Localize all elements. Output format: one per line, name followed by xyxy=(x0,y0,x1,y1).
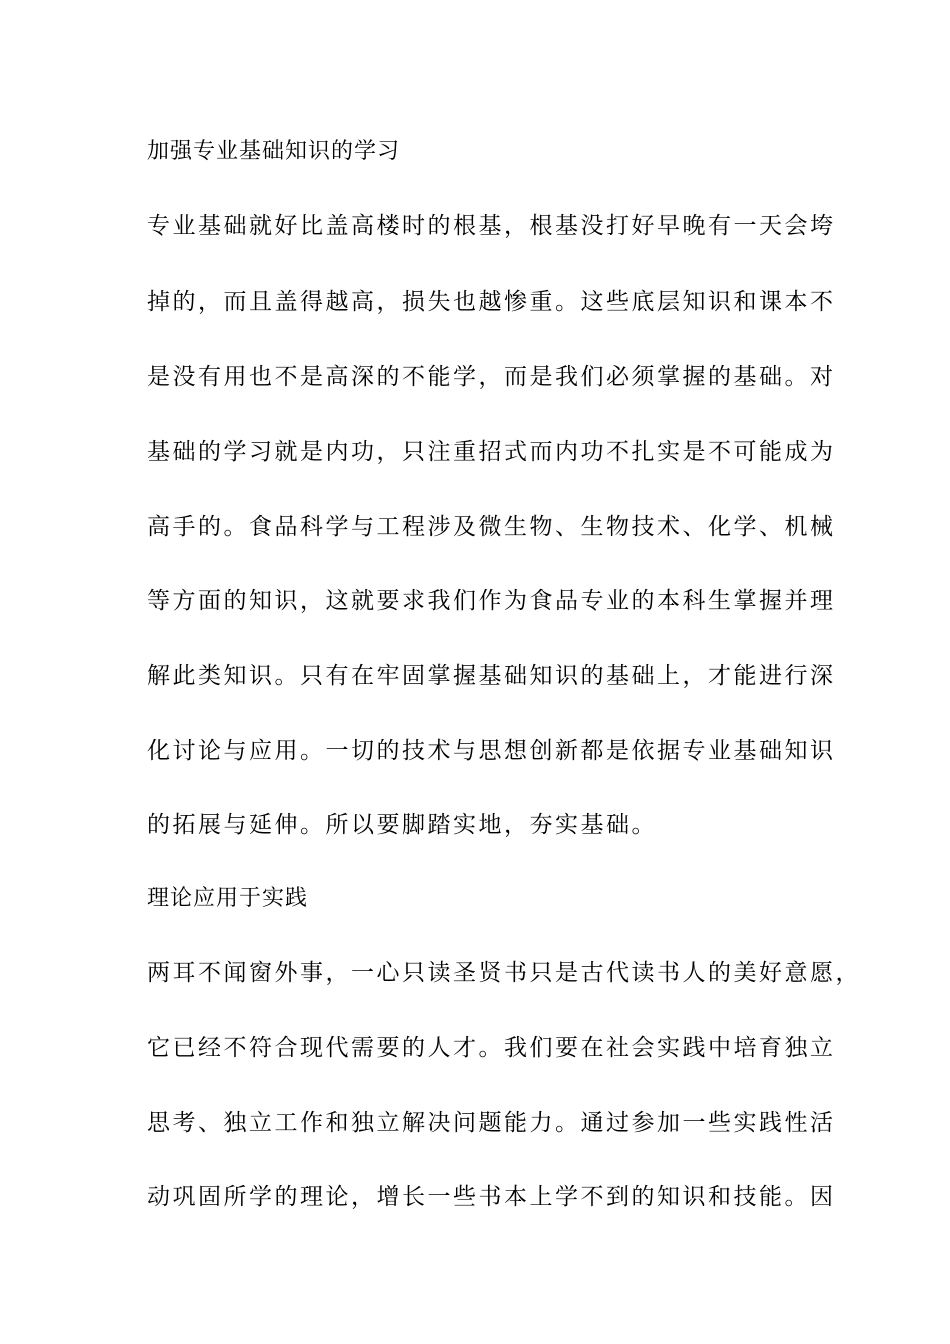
paragraph-line: 高手的。食品科学与工程涉及微生物、生物技术、化学、机械 xyxy=(147,514,836,540)
paragraph-line: 思考、独立工作和独立解决问题能力。通过参加一些实践性活 xyxy=(147,1110,836,1136)
paragraph-line: 它已经不符合现代需要的人才。我们要在社会实践中培育独立 xyxy=(147,1035,836,1061)
section-heading-practice: 理论应用于实践 xyxy=(147,886,309,911)
paragraph-line: 基础的学习就是内功，只注重招式而内功不扎实是不可能成为 xyxy=(147,439,836,465)
paragraph-line: 专业基础就好比盖高楼时的根基，根基没打好早晚有一天会垮 xyxy=(147,213,836,239)
paragraph-line: 解此类知识。只有在牢固掌握基础知识的基础上，才能进行深 xyxy=(147,663,836,689)
paragraph-line: 的拓展与延伸。所以要脚踏实地，夯实基础。 xyxy=(147,812,657,838)
paragraph-line: 化讨论与应用。一切的技术与思想创新都是依据专业基础知识 xyxy=(147,738,836,764)
section-heading-foundation: 加强专业基础知识的学习 xyxy=(147,139,401,164)
paragraph-line: 是没有用也不是高深的不能学，而是我们必须掌握的基础。对 xyxy=(147,364,836,390)
paragraph-line: 掉的，而且盖得越高，损失也越惨重。这些底层知识和课本不 xyxy=(147,289,836,315)
paragraph-line: 动巩固所学的理论，增长一些书本上学不到的知识和技能。因 xyxy=(147,1184,836,1210)
paragraph-line: 两耳不闻窗外事，一心只读圣贤书只是古代读书人的美好意愿， xyxy=(147,960,861,986)
paragraph-line: 等方面的知识，这就要求我们作为食品专业的本科生掌握并理 xyxy=(147,588,836,614)
